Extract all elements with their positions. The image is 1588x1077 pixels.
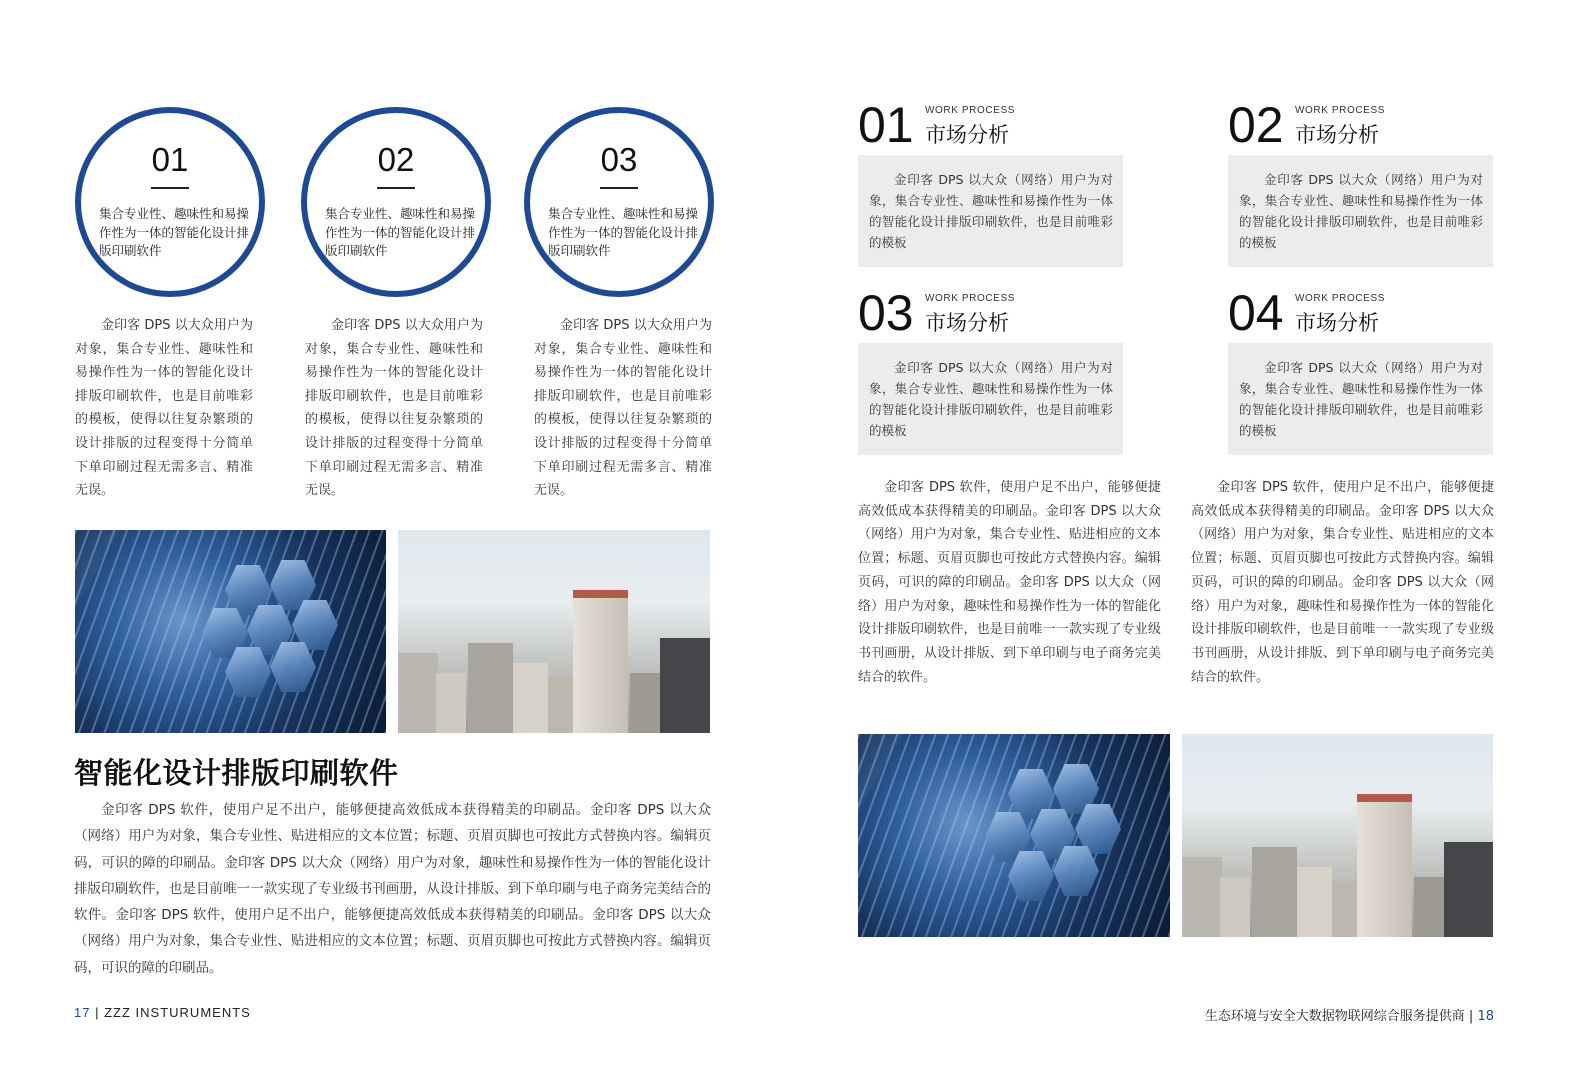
process-text-box: 金印客 DPS 以大众（网络）用户为对象，集合专业性、趣味性和易操作性为一体的智能化设计排版印刷软件，也是目前唯彩的模板 <box>858 155 1123 267</box>
column-paragraph-1: 金印客 DPS 以大众用户为对象，集合专业性、趣味性和易操作性为一体的智能化设计排版印刷软件，也是目前唯彩的模板，使得以往复杂繁琐的设计排版的过程变得十分简单下单印刷过程无需多言、精准无误。 <box>75 318 253 499</box>
footer-right <box>1205 1005 1494 1024</box>
circle-number: 03 <box>600 141 638 178</box>
column-paragraph-3: 金印客 DPS 以大众用户为对象，集合专业性、趣味性和易操作性为一体的智能化设计排版印刷软件，也是目前唯彩的模板，使得以往复杂繁琐的设计排版的过程变得十分简单下单印刷过程无需多言、精准无误。 <box>534 318 712 499</box>
right-paragraph-2: 金印客 DPS 软件，使用户足不出户，能够便捷高效低成本获得精美的印刷品。金印客 DPS 以大众（网络）用户为对象，集合专业性、贴进相应的文本位置；标题、页眉页脚也可按此方式替换内容。编辑页码，可识的障的印刷品。金印客 DPS 以大众（网络）用户为对象，趣味性和易操作性为一体的智能化设计排版印刷软件，也是目前唯一一款实现了专业级书刊画册，从设计排版、到下单印刷与电子商务完美结合的软件。 <box>1191 480 1494 685</box>
page-number: 17 <box>74 1005 91 1020</box>
circle-divider <box>377 187 415 189</box>
circle-text: 集合专业性、趣味性和易操作性为一体的智能化设计排版印刷软件 <box>325 206 476 258</box>
footer-left <box>74 1005 251 1020</box>
page-number: 18 <box>1477 1009 1494 1024</box>
footer-tagline: 生态环境与安全大数据物联网综合服务提供商 <box>1204 1009 1465 1024</box>
process-text-box: 金印客 DPS 以大众（网络）用户为对象，集合专业性、趣味性和易操作性为一体的智能化设计排版印刷软件，也是目前唯彩的模板 <box>858 343 1123 455</box>
footer-separator: | <box>95 1005 100 1020</box>
city-photo <box>398 530 710 733</box>
feature-circle-3 <box>524 107 714 297</box>
section-heading: 智能化设计排版印刷软件 <box>74 756 399 790</box>
process-title: 市场分析 <box>925 311 1009 335</box>
circle-text: 集合专业性、趣味性和易操作性为一体的智能化设计排版印刷软件 <box>548 206 699 258</box>
process-text-box: 金印客 DPS 以大众（网络）用户为对象，集合专业性、趣味性和易操作性为一体的智能化设计排版印刷软件，也是目前唯彩的模板 <box>1228 343 1493 455</box>
process-en-label: WORK PROCESS <box>1295 293 1385 304</box>
telescope-photo <box>75 530 386 733</box>
process-title: 市场分析 <box>1295 123 1379 147</box>
process-number: 01 <box>858 97 914 153</box>
footer-separator: | <box>1468 1009 1474 1024</box>
circle-divider <box>600 187 638 189</box>
city-photo <box>1182 734 1493 937</box>
column-paragraph-2: 金印客 DPS 以大众用户为对象，集合专业性、趣味性和易操作性为一体的智能化设计排版印刷软件，也是目前唯彩的模板，使得以往复杂繁琐的设计排版的过程变得十分简单下单印刷过程无需多言、精准无误。 <box>305 318 483 499</box>
right-paragraph-1: 金印客 DPS 软件，使用户足不出户，能够便捷高效低成本获得精美的印刷品。金印客 DPS 以大众（网络）用户为对象，集合专业性、贴进相应的文本位置；标题、页眉页脚也可按此方式替换内容。编辑页码，可识的障的印刷品。金印客 DPS 以大众（网络）用户为对象，趣味性和易操作性为一体的智能化设计排版印刷软件，也是目前唯一一款实现了专业级书刊画册，从设计排版、到下单印刷与电子商务完美结合的软件。 <box>858 480 1161 685</box>
feature-circle-2 <box>301 107 491 297</box>
telescope-photo <box>858 734 1170 937</box>
process-number: 02 <box>1228 97 1284 153</box>
process-text-box: 金印客 DPS 以大众（网络）用户为对象，集合专业性、趣味性和易操作性为一体的智能化设计排版印刷软件，也是目前唯彩的模板 <box>1228 155 1493 267</box>
circle-text: 集合专业性、趣味性和易操作性为一体的智能化设计排版印刷软件 <box>99 206 250 258</box>
process-number: 04 <box>1228 285 1284 341</box>
process-title: 市场分析 <box>925 123 1009 147</box>
process-title: 市场分析 <box>1295 311 1379 335</box>
feature-circle-1 <box>75 107 265 297</box>
circle-divider <box>151 187 189 189</box>
process-number: 03 <box>858 285 914 341</box>
process-en-label: WORK PROCESS <box>925 105 1015 116</box>
circle-number: 02 <box>377 141 415 178</box>
circle-number: 01 <box>151 141 189 178</box>
process-en-label: WORK PROCESS <box>925 293 1015 304</box>
process-en-label: WORK PROCESS <box>1295 105 1385 116</box>
footer-brand: ZZZ INSTURUMENTS <box>104 1005 251 1020</box>
body-paragraph: 金印客 DPS 软件，使用户足不出户，能够便捷高效低成本获得精美的印刷品。金印客 DPS 以大众（网络）用户为对象，集合专业性、贴进相应的文本位置；标题、页眉页脚也可按此方式替换内容。编辑页码，可识的障的印刷品。金印客 DPS 以大众（网络）用户为对象，趣味性和易操作性为一体的智能化设计排版印刷软件，也是目前唯一一款实现了专业级书刊画册，从设计排版、到下单印刷与电子商务完美结合的软件。金印客 DPS 软件，使用户足不出户，能够便捷高效低成本获得精美的印刷品。金印客 DPS 以大众（网络）用户为对象，集合专业性、贴进相应的文本位置；标题、页眉页脚也可按此方式替换内容。编辑页码，可识的障的印刷品。 <box>74 802 711 976</box>
